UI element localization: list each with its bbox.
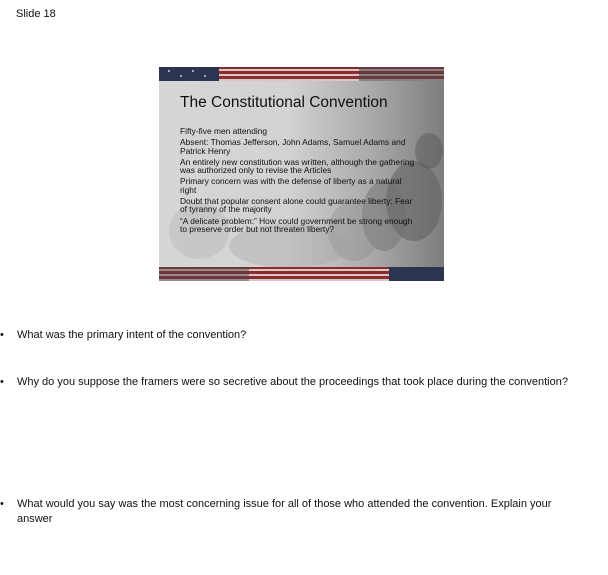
question-item — [0, 328, 570, 343]
slide-bullet: Doubt that popular consent alone could guarantee liberty: Fear of tyranny of the majority — [180, 196, 413, 215]
bullet-glyph: • — [0, 329, 4, 341]
slide-thumbnail — [159, 67, 444, 281]
bullet-glyph: • — [0, 498, 4, 510]
bullet-glyph: • — [0, 376, 4, 388]
question-text: Why do you suppose the framers were so secretive about the proceedings that took place during the convention? — [17, 376, 568, 388]
slide-bullet: “A delicate problem:” How could government be strong enough to preserve order but not threaten liberty? — [180, 215, 413, 234]
slide-bullet: An entirely new constitution was written, although the gathering was authorized only to revise the Articles — [180, 156, 415, 176]
slide-bullet-list — [180, 127, 416, 236]
slide-bullet: Absent: Thomas Jefferson, John Adams, Samuel Adams and Patrick Henry — [180, 137, 406, 156]
slide-number-label: Slide 18 — [16, 8, 56, 20]
question-item — [0, 497, 570, 527]
flag-banner-top — [159, 67, 444, 81]
question-text: What was the primary intent of the convention? — [17, 329, 247, 341]
question-text: What would you say was the most concerning issue for all of those who attended the convention. Explain your answer — [17, 498, 552, 525]
question-item — [0, 375, 570, 390]
flag-banner-bottom — [159, 267, 444, 281]
slide-title: The Constitutional Convention — [180, 94, 388, 111]
slide-bullet: Fifty-five men attending — [180, 126, 268, 136]
slide-bullet: Primary concern was with the defense of liberty as a natural right — [180, 176, 402, 195]
